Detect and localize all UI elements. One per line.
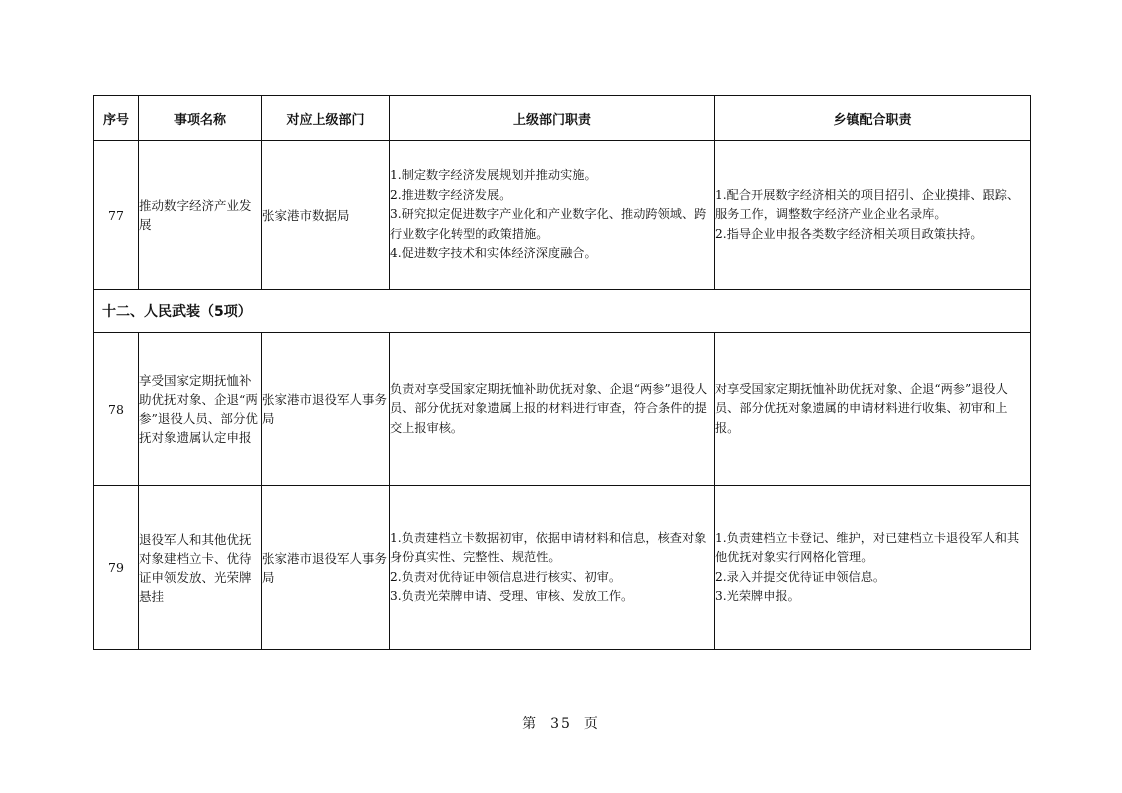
duty-line: 1.负责建档立卡登记、维护，对已建档立卡退役军人和其他优抚对象实行网格化管理。 [715, 530, 1020, 564]
header-seq: 序号 [94, 96, 139, 141]
page-number: 35 [550, 716, 572, 732]
row-upper-duty [390, 141, 715, 290]
row-upper-duty [390, 333, 715, 486]
duty-line: 4.促进数字技术和实体经济深度融合。 [390, 246, 597, 261]
duty-line: 2.录入并提交优待证申领信息。 [715, 569, 886, 584]
page-suffix: 页 [583, 716, 600, 732]
header-row [94, 96, 1031, 141]
header-dept: 对应上级部门 [262, 96, 390, 141]
header-upper-duty: 上级部门职责 [390, 96, 715, 141]
row-seq: 78 [94, 333, 139, 486]
page-prefix: 第 [522, 716, 539, 732]
section-title: 十二、人民武装（5项） [94, 290, 1031, 333]
duty-line: 3.光荣牌申报。 [715, 589, 800, 603]
duty-line: 1.配合开展数字经济相关的项目招引、企业摸排、跟踪、服务工作，调整数字经济产业企业名录库。 [715, 187, 1020, 222]
duty-line: 3.负责光荣牌申请、受理、审核、发放工作。 [390, 589, 634, 603]
table-row [94, 141, 1031, 290]
row-item-name: 退役军人和其他优抚对象建档立卡、优待证申领发放、光荣牌悬挂 [139, 486, 262, 650]
duty-line: 负责对享受国家定期抚恤补助优抚对象、企退“两参”退役人员、部分优抚对象遗属上报的材料进行审查，符合条件的提交上报审核。 [390, 381, 708, 435]
duty-line: 3.研究拟定促进数字产业化和产业数字化、推动跨领域、跨行业数字化转型的政策措施。 [390, 207, 707, 241]
table-row [94, 333, 1031, 486]
row-item-name: 享受国家定期抚恤补助优抚对象、企退“两参”退役人员、部分优抚对象遗属认定申报 [139, 333, 262, 486]
header-town-duty: 乡镇配合职责 [715, 96, 1031, 141]
row-dept: 张家港市退役军人事务局 [262, 486, 390, 650]
duty-line: 2.指导企业申报各类数字经济相关项目政策扶持。 [715, 226, 983, 241]
table-row [94, 486, 1031, 650]
duty-line: 2.推进数字经济发展。 [390, 187, 512, 202]
row-town-duty [715, 486, 1031, 650]
duty-line: 1.负责建档立卡数据初审，依据申请材料和信息，核查对象身份真实性、完整性、规范性。 [390, 530, 707, 564]
row-seq: 79 [94, 486, 139, 650]
duty-table [93, 95, 1031, 650]
row-upper-duty [390, 486, 715, 650]
row-dept: 张家港市退役军人事务局 [262, 333, 390, 486]
row-town-duty [715, 141, 1031, 290]
row-town-duty [715, 333, 1031, 486]
section-row [94, 290, 1031, 333]
header-name: 事项名称 [139, 96, 262, 141]
row-item-name: 推动数字经济产业发展 [139, 141, 262, 290]
page-footer [0, 713, 1122, 733]
duty-line: 1.制定数字经济发展规划并推动实施。 [390, 168, 597, 183]
row-seq: 77 [94, 141, 139, 290]
duty-line: 对享受国家定期抚恤补助优抚对象、企退“两参”退役人员、部分优抚对象遗属的申请材料进行收集、初审和上报。 [715, 381, 1008, 435]
row-dept: 张家港市数据局 [262, 141, 390, 290]
duty-line: 2.负责对优待证申领信息进行核实、初审。 [390, 569, 622, 584]
